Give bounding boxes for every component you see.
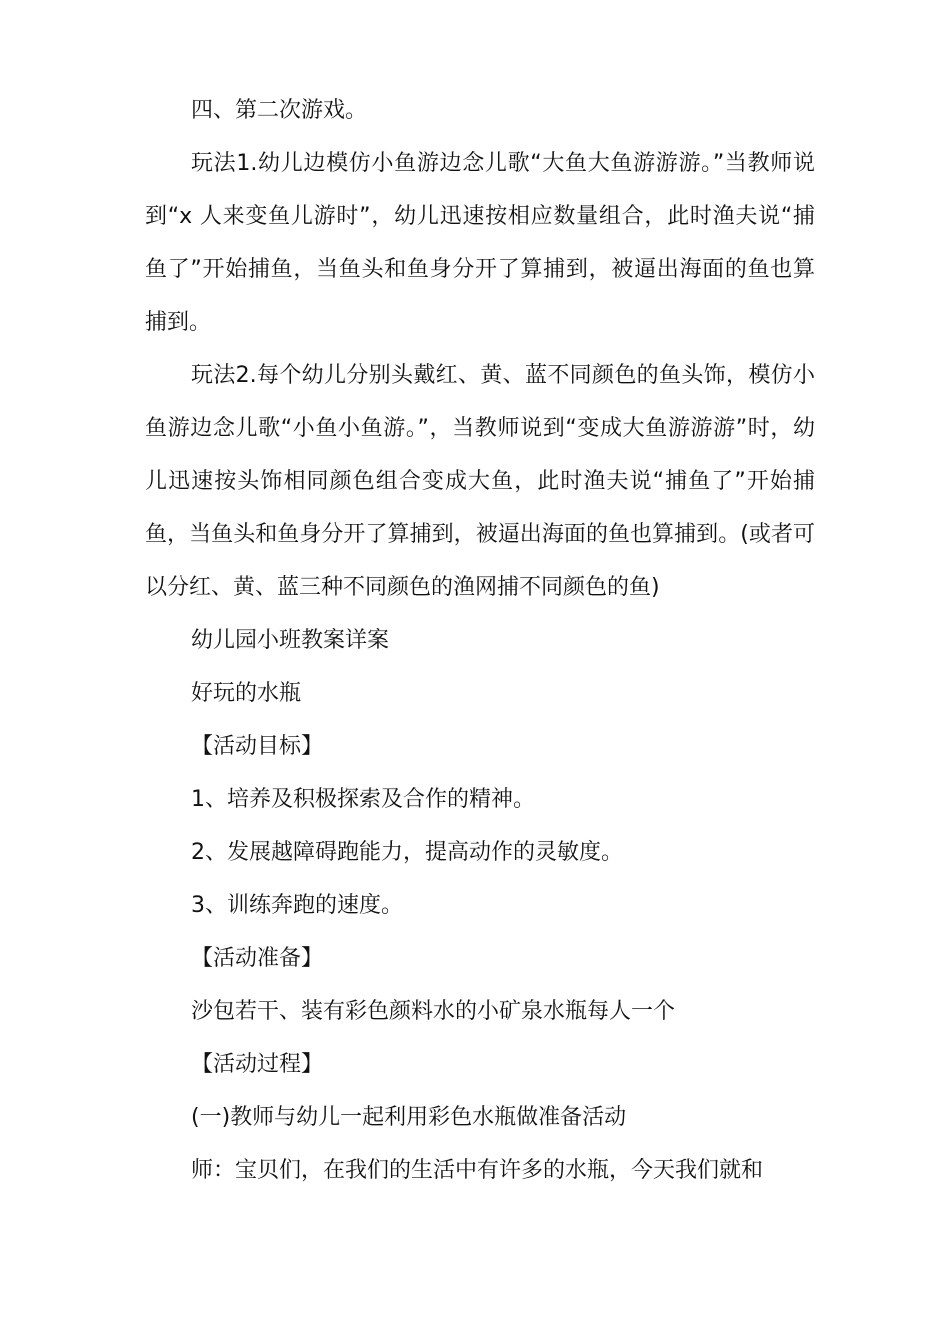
preparation-text: 沙包若干、装有彩色颜料水的小矿泉水瓶每人一个 — [191, 999, 676, 1024]
section-heading-process: 【活动过程】 — [191, 1052, 324, 1077]
process-step-1: (一)教师与幼儿一起利用彩色水瓶做准备活动 — [191, 1105, 627, 1130]
paragraph-game-rule-1: 玩法1.幼儿边模仿小鱼游边念儿歌“大鱼大鱼游游游。”当教师说到“x 人来变鱼儿游时”，幼儿迅速按相应数量组合，此时渔夫说“捕鱼了”开始捕鱼，当鱼头和鱼身分开了算捕到，被逼出海面的鱼也算捕到。 — [145, 151, 815, 335]
section-heading-second-game: 四、第二次游戏。 — [191, 98, 368, 123]
paragraph-game-rule-2: 玩法2.每个幼儿分别头戴红、黄、蓝不同颜色的鱼头饰，模仿小鱼游边念儿歌“小鱼小鱼游。”，当教师说到“变成大鱼游游游”时，幼儿迅速按头饰相同颜色组合变成大鱼，此时渔夫说“捕鱼了”开始捕鱼，当鱼头和鱼身分开了算捕到，被逼出海面的鱼也算捕到。(或者可以分红、黄、蓝三种不同颜色的渔网捕不同颜色的鱼) — [145, 363, 815, 600]
goal-item-2: 2、发展越障碍跑能力，提高动作的灵敏度。 — [191, 840, 623, 865]
goal-item-3: 3、训练奔跑的速度。 — [191, 893, 403, 918]
goal-item-1: 1、培养及积极探索及合作的精神。 — [191, 787, 535, 812]
section-heading-preparation: 【活动准备】 — [191, 946, 324, 971]
teacher-dialogue: 师：宝贝们，在我们的生活中有许多的水瓶，今天我们就和 — [191, 1158, 764, 1183]
lesson-name: 好玩的水瓶 — [191, 681, 302, 706]
lesson-plan-title: 幼儿园小班教案详案 — [191, 628, 390, 653]
section-heading-goals: 【活动目标】 — [191, 734, 324, 759]
document-body — [145, 84, 815, 1197]
